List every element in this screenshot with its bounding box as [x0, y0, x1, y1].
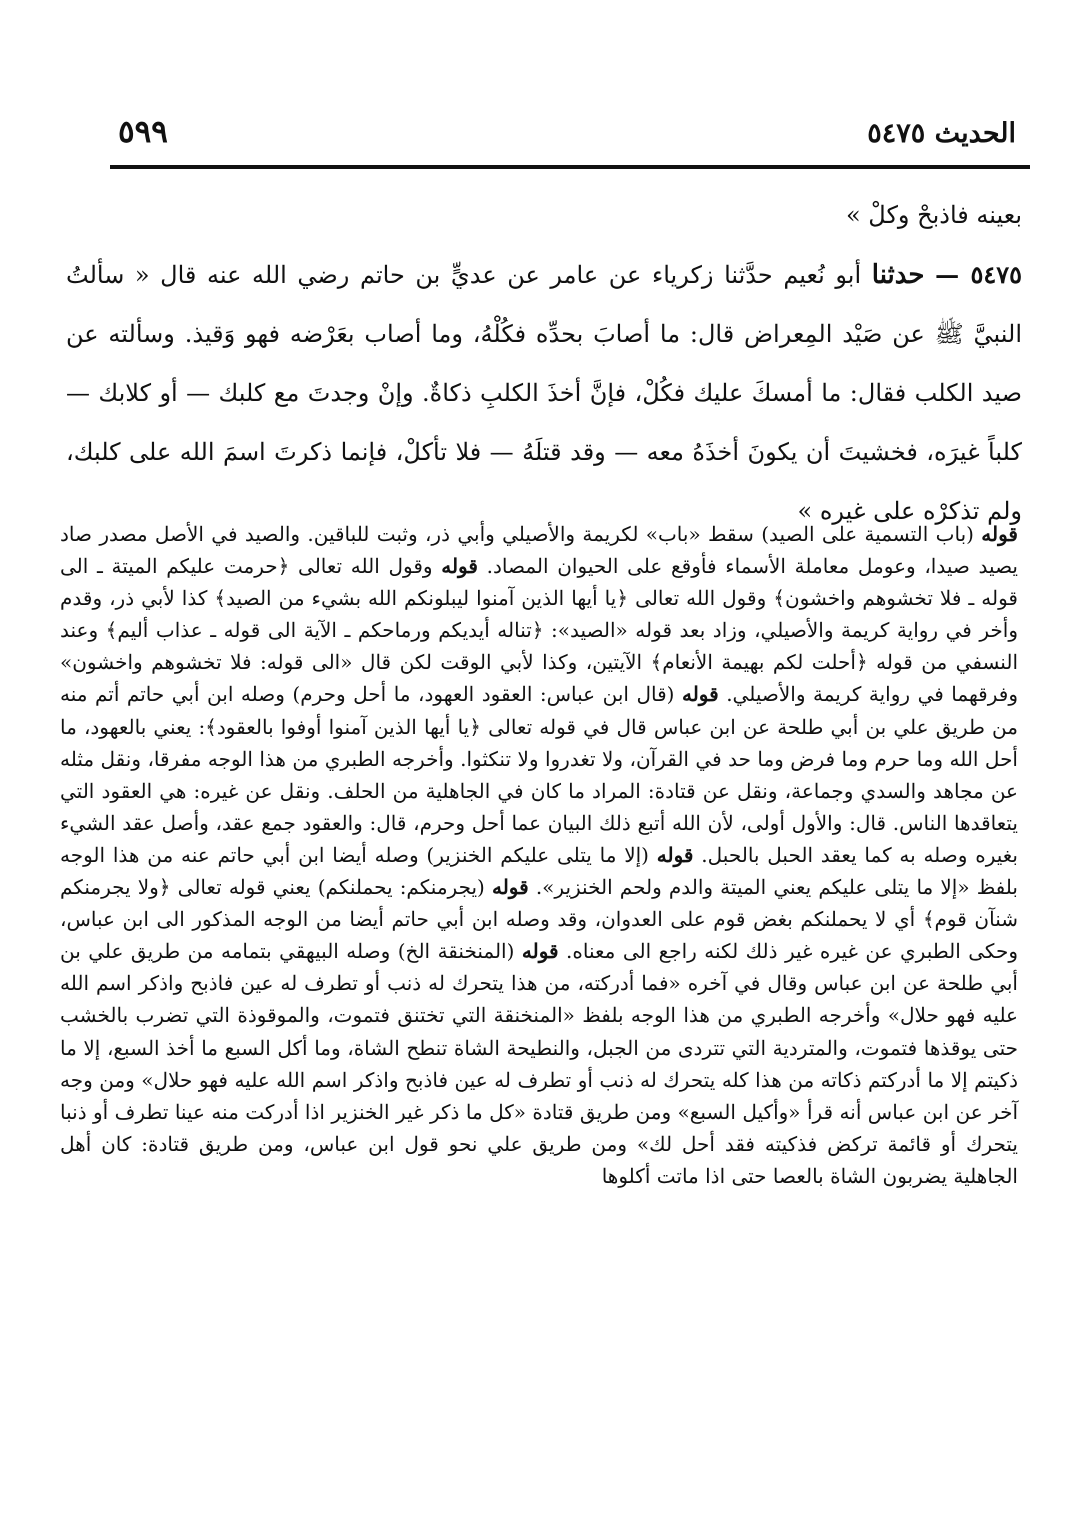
hadith-text: أبو نُعيم حدَّثنا زكرياء عن عامر عن عديٍّ بن حاتم رضي الله عنه قال « سألتُ النبيَّ ﷺ عن صَيْد المِعراض قال: ما أصابَ بحدِّه فكُلْهُ، وما أصاب بعَرْضه فهو وَقيذ. وسألته عن صيد الكلب فقال: ما أمسكَ عليك فكُلْ، فإنَّ أخذَ الكلبِ ذكاةٌ. وإنْ وجدتَ مع كلبك — أو كلابك — كلباً غيرَه، فخشيتَ أن يكونَ أخذَهُ معه — وقد قتلَهُ — فلا تأكلْ، فإنما ذكرتَ اسمَ الله على كلبك، ولم تذكرْه على غيره »: [66, 261, 1022, 525]
hadith-number: ٥٤٧٥ —: [935, 260, 1022, 289]
commentary-keyword: قوله: [656, 842, 694, 867]
hadith-opening-word: حدثنا: [871, 260, 925, 290]
hadith-text-paragraph: [66, 245, 1022, 541]
commentary-keyword: قوله: [491, 875, 529, 900]
commentary-text: (يجرمنكم: يحملنكم) يعني قوله تعالى ﴿ولا يجرمنكم شنآن قوم﴾ أي لا يحملنكم بغض قوم على العدوان، وقد وصله ابن أبي حاتم أيضا من الوجه المذكور الى ابن عباس، وحكى الطبري عن غيره غير ذلك لكنه راجع الى معناه.: [60, 875, 1018, 964]
running-title: الحديث ٥٤٧٥: [867, 118, 1016, 149]
commentary-text: (المنخنقة الخ) وصله البيهقي بتمامه من طريق علي بن أبي طلحة عن ابن عباس وقال في آخره «فما أدركته، من هذا يتحرك له ذنب أو تطرف له عين فاذبح واذكر اسم الله عليه فهو حلال» وأخرجه الطبري من هذا الوجه بلفظ «المنخنقة التي تختنق فتموت، والموقوذة التي تضرب بالخشب حتى يوقذها فتموت، والمتردية التي تتردى من الجبل، والنطيحة الشاة تنطح الشاة، وما أكل السبع ما أخذ السبع، إلا ما ذكيتم إلا ما أدركتم ذكاته من هذا كله يتحرك له ذنب أو تطرف له عين فاذبح واذكر اسم الله عليه فهو حلال» ومن وجه آخر عن ابن عباس أنه قرأ «وأكيل السبع» ومن طريق قتادة «كل ما ذكر غير الخنزير اذا أدركت منه عينا تطرف أو ذنبا يتحرك أو قائمة تركض فذكيته فقد أحل لك» ومن طريق علي نحو قول ابن عباس، ومن طريق قتادة: كان أهل الجاهلية يضربون الشاة بالعصا حتى اذا ماتت أكلوها: [60, 939, 1018, 1188]
commentary-paragraph: [60, 518, 1018, 1192]
commentary-block: [60, 518, 1018, 1192]
commentary-keyword: قوله: [681, 682, 719, 707]
page-number: ٥٩٩: [118, 114, 168, 150]
previous-hadith-ending: بعينه فاذبحْ وكلْ »: [845, 201, 1022, 229]
commentary-keyword: قوله: [521, 939, 559, 964]
commentary-text: (قال ابن عباس: العقود العهود، ما أحل وحرم) وصله ابن أبي حاتم أتم منه من طريق علي بن أبي طلحة عن ابن عباس قال في قوله تعالى ﴿يا أيها الذين آمنوا أوفوا بالعقود﴾: يعني بالعهود، ما أحل الله وما حرم وما فرض وما حد في القرآن، ولا تغدروا ولا تنكثوا. وأخرجه الطبري من هذا الوجه مفرقا، ونقل مثله عن مجاهد والسدي وجماعة، ونقل عن قتادة: المراد ما كان في الجاهلية من الحلف. ونقل عن غيره: هي العقود التي يتعاقدها الناس. قال: والأول أولى، لأن الله أتبع ذلك البيان عما أحل وحرم، قال: والعقود جمع عقد، وأصل عقد الشيء بغيره وصله به كما يعقد الحبل بالحبل.: [60, 682, 1018, 867]
commentary-keyword: قوله: [981, 522, 1018, 546]
header-rule: [110, 165, 1030, 169]
commentary-text: (باب التسمية على الصيد) سقط «باب» لكريمة والأصيلي وأبي ذر، وثبت للباقين. والصيد في الأصل مصدر صاد يصيد صيدا، وعومل معاملة الأسماء فأوقع على الحيوان المصاد.: [60, 522, 1018, 579]
commentary-text: (إلا ما يتلى عليكم الخنزير) وصله أيضا ابن أبي حاتم عنه من هذا الوجه بلفظ «إلا ما يتلى عليكم يعني الميتة والدم ولحم الخنزير».: [60, 842, 1018, 900]
hadith-block: [66, 186, 1022, 541]
commentary-keyword: قوله: [441, 554, 478, 579]
commentary-text: وقول الله تعالى ﴿حرمت عليكم الميتة ـ الى قوله ـ فلا تخشوهم واخشون﴾ وقول الله تعالى ﴿يا أيها الذين آمنوا ليبلونكم الله بشيء من الصيد﴾ كذا لأبي ذر، وقدم وأخر في رواية كريمة والأصيلي، وزاد بعد قوله «الصيد»: ﴿تناله أيديكم ورماحكم ـ الآية الى قوله ـ عذاب أليم﴾ وعند النسفي من قوله ﴿أحلت لكم بهيمة الأنعام﴾ الآيتين، وكذا لأبي الوقت لكن قال «الى قوله: فلا تخشوهم واخشون» وفرقهما في رواية كريمة والأصيلي.: [60, 554, 1018, 707]
